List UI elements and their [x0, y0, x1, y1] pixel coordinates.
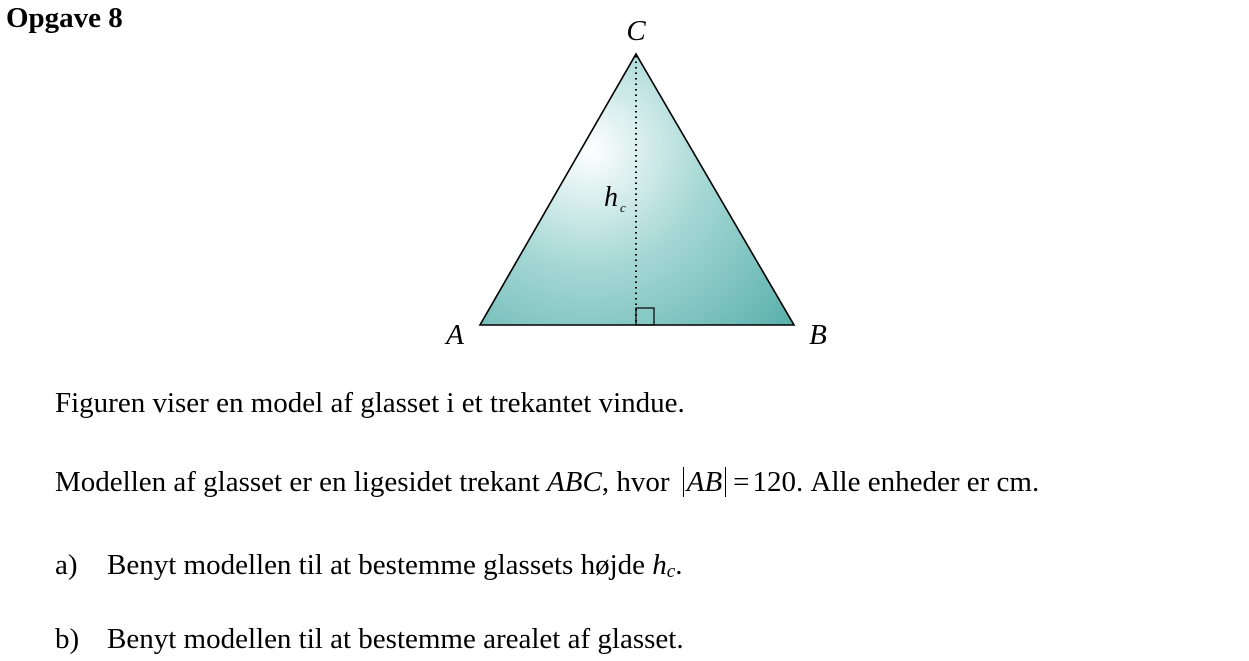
segment-length-abs: AB: [683, 467, 726, 497]
question-b: [55, 622, 684, 656]
question-a-symbol: h: [652, 549, 667, 581]
question-b-text: Benyt modellen til at bestemme arealet af glasset.: [107, 623, 684, 655]
question-a-text: Benyt modellen til at bestemme glassets højde: [107, 549, 646, 581]
vertex-label-b: B: [809, 319, 827, 351]
question-a-letter: a): [55, 549, 78, 581]
question-b-letter: b): [55, 623, 80, 655]
intro-text: Figuren viser en model af glasset i et trekantet vindue.: [55, 387, 685, 419]
units-text: Alle enheder er cm.: [810, 466, 1040, 498]
model-text: [55, 465, 1039, 499]
segment-length-value: 120.: [752, 466, 804, 498]
question-a-subscript: c: [666, 561, 676, 582]
vertex-label-c: C: [626, 15, 646, 47]
model-hvor: , hvor: [601, 466, 670, 498]
triangle-name: ABC: [547, 466, 602, 498]
height-label-subscript: c: [620, 200, 626, 215]
height-label: h: [604, 182, 618, 213]
equals-sign: =: [733, 466, 750, 498]
vertex-label-a: A: [446, 319, 464, 351]
question-a-end: .: [675, 549, 683, 581]
question-a: [55, 548, 682, 589]
model-prefix: Modellen af glasset er en ligesidet trekant: [55, 466, 540, 498]
exercise-title: Opgave 8: [6, 2, 123, 34]
